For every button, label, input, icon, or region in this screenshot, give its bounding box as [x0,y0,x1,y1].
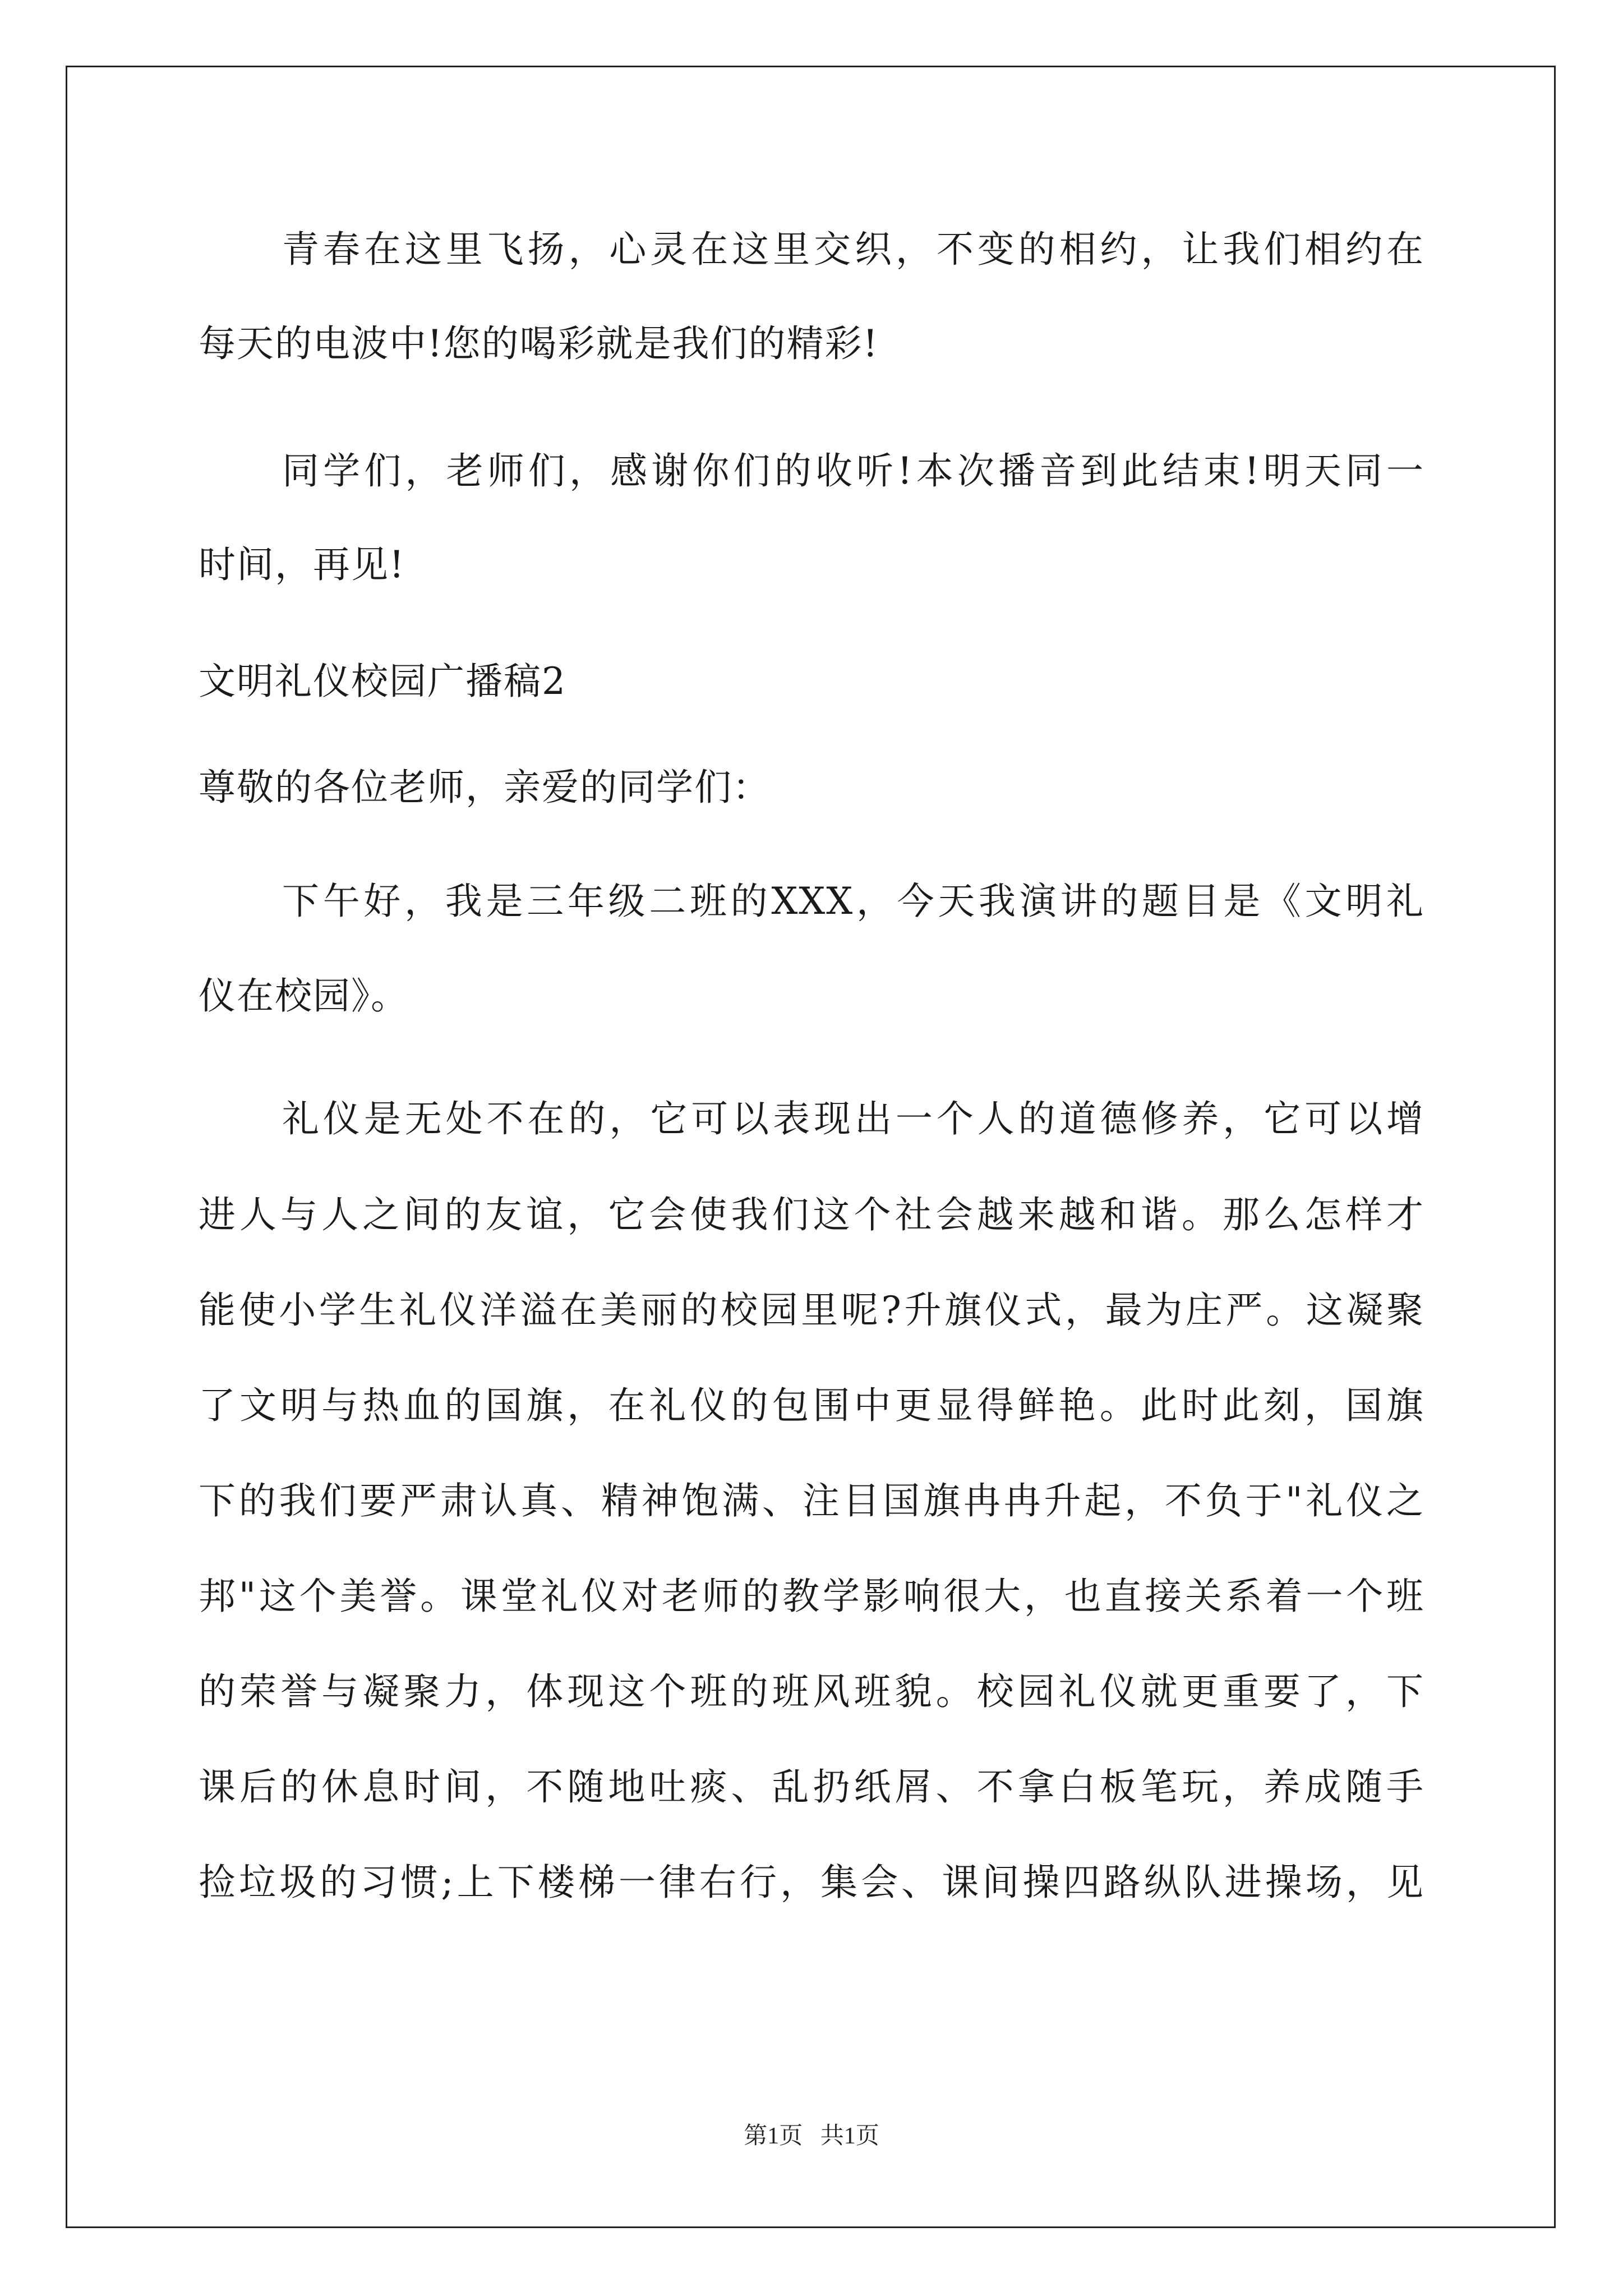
text-line: 能使小学生礼仪洋溢在美丽的校园里呢?升旗仪式，最为庄严。这凝聚 [199,1289,1424,1332]
text-line: 捡垃圾的习惯;上下楼梯一律右行，集会、课间操四路纵队进操场，见 [199,1861,1424,1904]
page-number-footer: 第1页 共1页 [744,2123,879,2149]
text-line: 时间，再见! [199,543,405,586]
text-line: 同学们，老师们，感谢你们的收听!本次播音到此结束!明天同一 [282,449,1424,493]
text-line: 下的我们要严肃认真、精神饱满、注目国旗冉冉升起，不负于"礼仪之 [199,1479,1424,1522]
salutation: 尊敬的各位老师，亲爱的同学们： [199,766,771,809]
text-line: 每天的电波中!您的喝彩就是我们的精彩! [199,322,879,365]
section-heading: 文明礼仪校园广播稿2 [199,660,566,703]
text-line: 青春在这里飞扬，心灵在这里交织，不变的相约，让我们相约在 [282,228,1424,271]
text-line: 邦"这个美誉。课堂礼仪对老师的教学影响很大，也直接关系着一个班 [199,1575,1424,1618]
text-line: 下午好，我是三年级二班的XXX，今天我演讲的题目是《文明礼 [282,880,1424,923]
text-line: 了文明与热血的国旗，在礼仪的包围中更显得鲜艳。此时此刻，国旗 [199,1384,1424,1427]
text-line: 仪在校园》。 [199,974,409,1018]
text-line: 礼仪是无处不在的，它可以表现出一个人的道德修养，它可以增 [282,1097,1424,1140]
text-line: 课后的休息时间，不随地吐痰、乱扔纸屑、不拿白板笔玩，养成随手 [199,1765,1424,1809]
text-line: 进人与人之间的友谊，它会使我们这个社会越来越和谐。那么怎样才 [199,1193,1424,1236]
text-line: 的荣誉与凝聚力，体现这个班的班风班貌。校园礼仪就更重要了，下 [199,1670,1424,1713]
